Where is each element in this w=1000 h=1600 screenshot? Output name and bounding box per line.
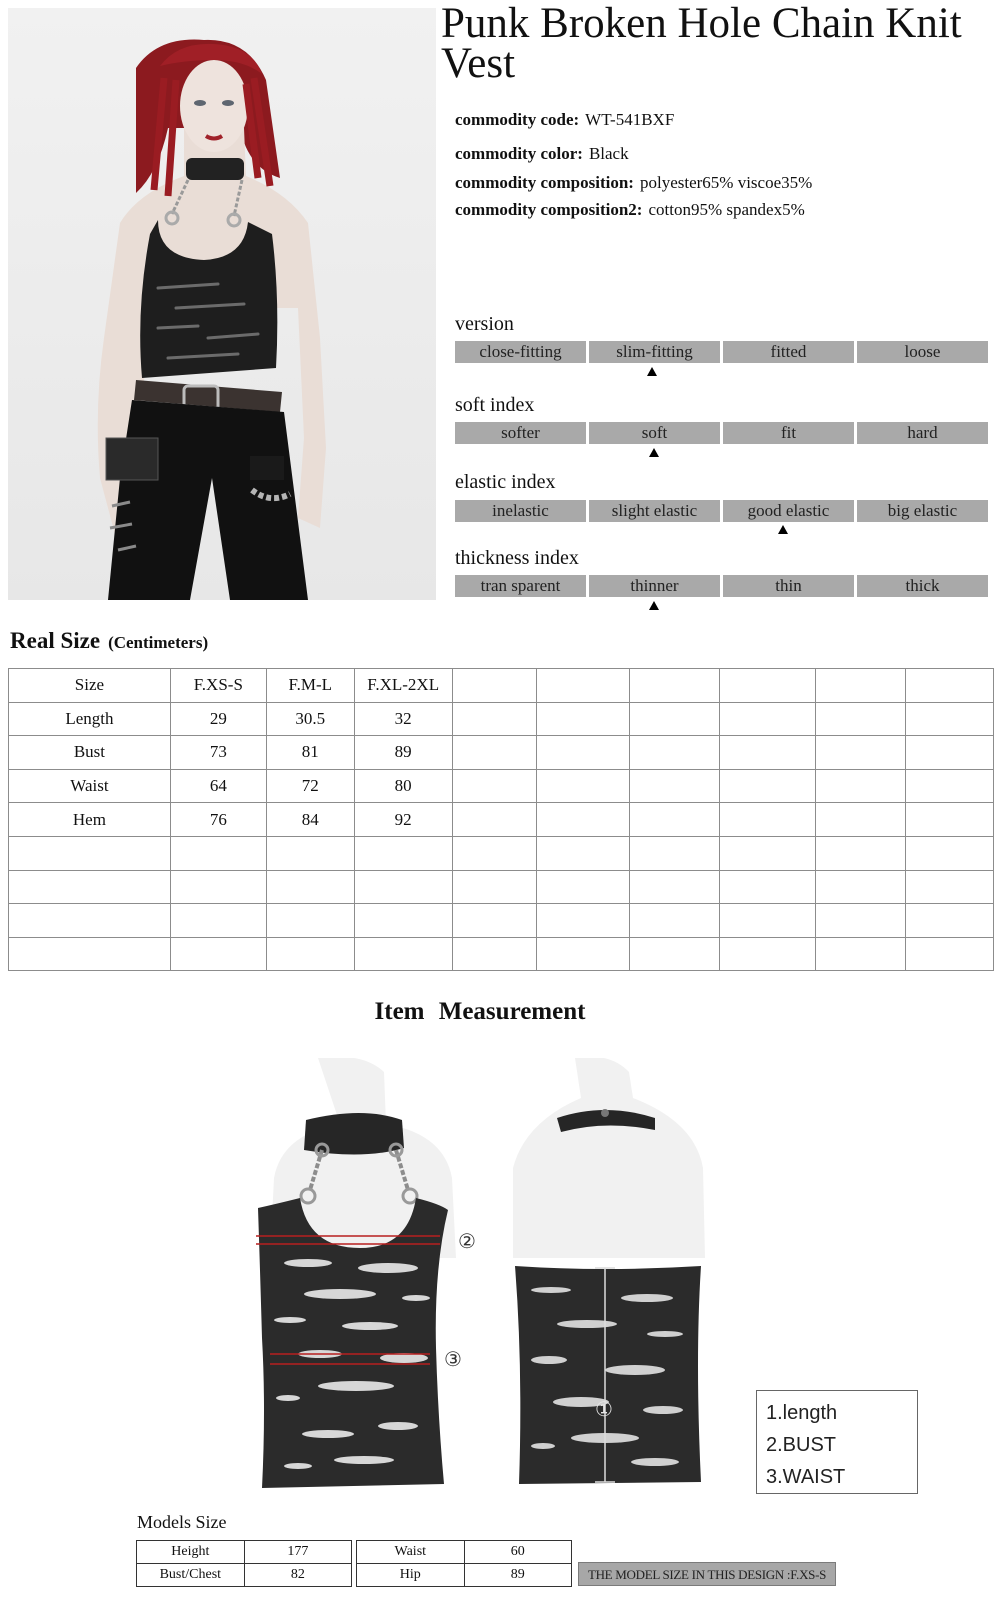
table-cell: Waist [9, 769, 171, 803]
table-cell [266, 904, 354, 938]
version-option: loose [857, 341, 988, 363]
table-cell [9, 870, 171, 904]
soft-index-option: soft [589, 422, 720, 444]
version-option: close-fitting [455, 341, 586, 363]
spec-value: Black [588, 144, 629, 163]
soft-index-title: soft index [455, 394, 535, 416]
table-cell [452, 870, 536, 904]
table-cell: 89 [464, 1564, 571, 1587]
table-row [357, 1564, 572, 1587]
table-row [137, 1541, 352, 1564]
version-scale [455, 341, 988, 363]
table-cell [720, 769, 816, 803]
legend-item: 3.WAIST [766, 1466, 846, 1488]
thickness-index-scale [455, 575, 988, 597]
spec-value: polyester65% viscoe35% [639, 173, 813, 192]
model-photo [8, 8, 436, 600]
table-cell: Waist [357, 1541, 465, 1564]
table-cell [630, 937, 720, 971]
thickness-index-option: thin [723, 575, 854, 597]
table-cell: 72 [266, 769, 354, 803]
table-row [9, 736, 994, 770]
table-row [9, 702, 994, 736]
legend-item: 2.BUST [766, 1434, 837, 1456]
models-size-table-right [356, 1540, 572, 1587]
table-cell [906, 736, 994, 770]
table-cell [816, 769, 906, 803]
table-cell [354, 836, 452, 870]
table-cell [9, 937, 171, 971]
table-cell [170, 836, 266, 870]
table-row [9, 803, 994, 837]
soft-index-option: hard [857, 422, 988, 444]
table-cell: Bust/Chest [137, 1564, 245, 1587]
table-cell [536, 803, 630, 837]
table-row [137, 1564, 352, 1587]
table-cell [630, 870, 720, 904]
models-size-heading: Models Size [137, 1512, 227, 1532]
table-cell [170, 937, 266, 971]
table-cell [536, 937, 630, 971]
table-cell [906, 904, 994, 938]
table-row [9, 937, 994, 971]
table-cell: Length [9, 702, 171, 736]
spec-label: commodity composition2: [455, 200, 643, 219]
thickness-index-option: thinner [589, 575, 720, 597]
elastic-index-scale [455, 500, 988, 522]
table-cell [630, 769, 720, 803]
table-cell [452, 669, 536, 703]
table-cell [720, 836, 816, 870]
table-cell: 29 [170, 702, 266, 736]
elastic-index-title: elastic index [455, 471, 556, 493]
table-cell [816, 937, 906, 971]
spec-commodity-code [455, 110, 674, 130]
spec-commodity-color [455, 144, 629, 164]
table-cell [906, 836, 994, 870]
version-selected-marker [647, 367, 657, 376]
table-header-cell: F.M-L [266, 669, 354, 703]
table-cell [266, 870, 354, 904]
elastic-index-selected-marker [778, 525, 788, 534]
version-option: fitted [723, 341, 854, 363]
table-cell [720, 736, 816, 770]
table-cell [906, 803, 994, 837]
table-cell [630, 702, 720, 736]
table-row [9, 870, 994, 904]
table-cell [266, 836, 354, 870]
model-size-note: THE MODEL SIZE IN THIS DESIGN :F.XS-S [578, 1562, 836, 1586]
table-cell [536, 702, 630, 736]
table-cell [720, 937, 816, 971]
spec-commodity-composition [455, 173, 812, 193]
thickness-index-option: thick [857, 575, 988, 597]
table-cell [354, 870, 452, 904]
table-cell: 89 [354, 736, 452, 770]
spec-label: commodity composition: [455, 173, 634, 192]
table-cell [630, 803, 720, 837]
product-title: Punk Broken Hole Chain Knit Vest [441, 0, 962, 87]
table-cell [170, 904, 266, 938]
table-cell [452, 736, 536, 770]
table-cell [170, 870, 266, 904]
thickness-index-option: tran sparent [455, 575, 586, 597]
table-cell: Height [137, 1541, 245, 1564]
table-cell: 76 [170, 803, 266, 837]
spec-value: WT-541BXF [585, 110, 675, 129]
elastic-index-option: big elastic [857, 500, 988, 522]
table-cell: 81 [266, 736, 354, 770]
table-cell [906, 937, 994, 971]
table-cell [536, 669, 630, 703]
real-size-heading [10, 628, 208, 654]
table-cell: 73 [170, 736, 266, 770]
table-cell [354, 937, 452, 971]
table-cell: 84 [266, 803, 354, 837]
table-cell [452, 769, 536, 803]
soft-index-option: fit [723, 422, 854, 444]
table-cell: Hem [9, 803, 171, 837]
table-cell: 177 [244, 1541, 351, 1564]
legend-item: 1.length [766, 1402, 838, 1424]
elastic-index-option: good elastic [723, 500, 854, 522]
table-cell [630, 904, 720, 938]
table-cell [816, 702, 906, 736]
table-cell: Bust [9, 736, 171, 770]
table-cell [630, 736, 720, 770]
table-cell [816, 904, 906, 938]
table-cell [816, 803, 906, 837]
table-cell [630, 836, 720, 870]
table-cell [720, 904, 816, 938]
table-cell [816, 669, 906, 703]
models-size-table-left [136, 1540, 352, 1587]
table-row [357, 1541, 572, 1564]
soft-index-selected-marker [649, 448, 659, 457]
table-cell [9, 904, 171, 938]
table-cell: 92 [354, 803, 452, 837]
table-cell [452, 904, 536, 938]
spec-label: commodity code: [455, 110, 580, 129]
table-cell [720, 870, 816, 904]
table-cell [816, 736, 906, 770]
thickness-index-selected-marker [649, 601, 659, 610]
real-size-unit: (Centimeters) [108, 633, 209, 652]
table-cell [816, 836, 906, 870]
elastic-index-option: slight elastic [589, 500, 720, 522]
table-cell [9, 836, 171, 870]
table-cell [536, 870, 630, 904]
table-cell [536, 836, 630, 870]
real-size-title: Real Size [10, 628, 101, 653]
table-cell [720, 669, 816, 703]
table-cell: 60 [464, 1541, 571, 1564]
table-cell [536, 904, 630, 938]
table-cell [452, 836, 536, 870]
soft-index-scale [455, 422, 988, 444]
table-cell [906, 870, 994, 904]
table-header-cell: Size [9, 669, 171, 703]
table-cell [720, 803, 816, 837]
table-cell: 80 [354, 769, 452, 803]
table-cell: 32 [354, 702, 452, 736]
table-cell: 82 [244, 1564, 351, 1587]
item-measurement-heading: Item Measurement [374, 998, 586, 1025]
table-header-cell: F.XS-S [170, 669, 266, 703]
table-cell [630, 669, 720, 703]
bust-marker-label: ② [458, 1229, 476, 1253]
table-cell [536, 736, 630, 770]
table-row [9, 769, 994, 803]
table-cell [536, 769, 630, 803]
table-cell [720, 702, 816, 736]
table-cell [452, 803, 536, 837]
table-cell [354, 904, 452, 938]
table-row [9, 904, 994, 938]
thickness-index-title: thickness index [455, 547, 579, 569]
table-cell: 64 [170, 769, 266, 803]
table-row [9, 669, 994, 703]
table-cell [452, 702, 536, 736]
table-cell: 30.5 [266, 702, 354, 736]
length-marker-label: ① [595, 1397, 613, 1421]
spec-value: cotton95% spandex5% [648, 200, 805, 219]
table-cell [906, 669, 994, 703]
table-header-cell: F.XL-2XL [354, 669, 452, 703]
spec-label: commodity color: [455, 144, 583, 163]
measurement-legend [756, 1390, 918, 1494]
table-cell [816, 870, 906, 904]
table-cell: Hip [357, 1564, 465, 1587]
garment-back-view [505, 1058, 715, 1498]
version-title: version [455, 313, 514, 335]
table-cell [266, 937, 354, 971]
table-cell [452, 937, 536, 971]
elastic-index-option: inelastic [455, 500, 586, 522]
table-cell [906, 769, 994, 803]
version-option: slim-fitting [589, 341, 720, 363]
table-row [9, 836, 994, 870]
real-size-table [8, 668, 994, 971]
table-cell [906, 702, 994, 736]
garment-front-view [248, 1058, 478, 1498]
soft-index-option: softer [455, 422, 586, 444]
waist-marker-label: ③ [444, 1347, 462, 1371]
spec-commodity-composition2 [455, 200, 805, 220]
